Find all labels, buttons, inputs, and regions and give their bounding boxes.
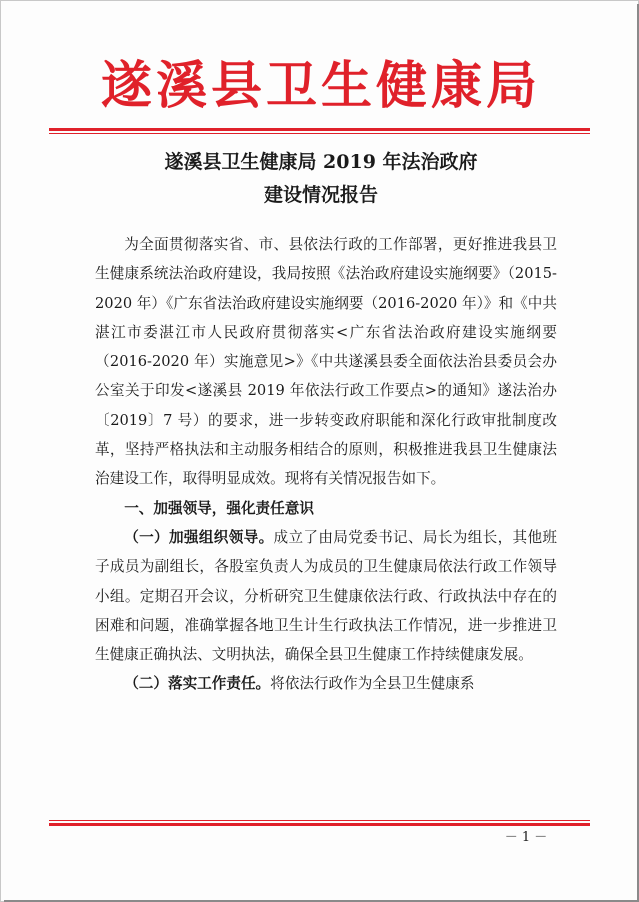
- document-body: [95, 230, 557, 699]
- document-title-line-1: 遂溪县卫生健康局 2019 年法治政府: [164, 151, 478, 173]
- item-2-paragraph: [95, 669, 557, 698]
- item-1-text: 成立了由局党委书记、局长为组长，其他班子成员为副组长，各股室负责人为成员的卫生健康局依法行政工作领导小组。定期召开会议，分析研究卫生健康依法行政、行政执法中存在的困难和问题，准确掌握各地卫生计生行政执法工作情况，进一步推进卫生健康正确执法、文明执法，确保全县卫生健康工作持续健康发展。: [95, 528, 557, 664]
- page-number: － 1 －: [504, 830, 548, 845]
- document-title: [61, 146, 581, 212]
- item-2-text: 将依法行政作为全县卫生健康系: [270, 675, 475, 693]
- document-title-line-2: 建设情况报告: [263, 184, 378, 206]
- intro-paragraph: 为全面贯彻落实省、市、县依法行政的工作部署，更好推进我县卫生健康系统法治政府建设，我局按照《法治政府建设实施纲要》（2015-2020 年）《广东省法治政府建设实施纲要（2016-2020 年）》和《中共湛江市委湛江市人民政府贯彻落实<广东省法治政府建设实施纲要（2016-2020 年）实施意见>》《中共遂溪县委全面依法治县委员会办公室关于印发<遂溪县 2019 年依法行政工作要点>的通知》遂法治办〔2019〕7 号）的要求，进一步转变政府职能和深化行政审批制度改革，坚持严格执法和主动服务相结合的原则，积极推进我县卫生健康法治建设工作，取得明显成效。现将有关情况报告如下。: [95, 236, 557, 488]
- masthead-red-rule-thin: [49, 133, 590, 134]
- agency-masthead: 遂溪县卫生健康局: [100, 56, 541, 116]
- footer-red-rule-thick: [49, 823, 590, 826]
- footer-red-rule-thin: [49, 820, 590, 821]
- section-1-heading: 一、加强领导，强化责任意识: [124, 499, 314, 517]
- masthead-red-rule-thick: [49, 128, 590, 131]
- item-2-label: （二）落实工作责任。: [124, 675, 271, 693]
- item-1-label: （一）加强组织领导。: [124, 528, 274, 546]
- item-1-paragraph: [95, 523, 557, 669]
